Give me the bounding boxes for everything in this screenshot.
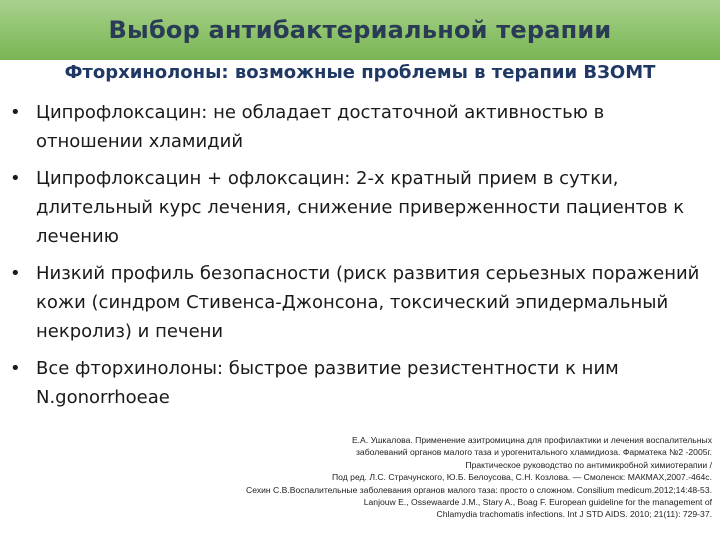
- slide-title: Выбор антибактериальной терапии: [108, 16, 612, 44]
- bullet-list: [8, 98, 714, 412]
- slide-subtitle: Фторхинолоны: возможные проблемы в терапии ВЗОМТ: [64, 62, 656, 83]
- reference-line: Под ред. Л.С. Страчунского, Ю.Б. Белоусова, С.Н. Козлова. — Смоленск: МАКМАХ,2007.-464с.: [332, 472, 712, 483]
- reference-line: заболеваний органов малого таза и урогенитального хламидиоза. Фарматека №2 -2005г.: [355, 447, 712, 458]
- bullet-icon: •: [10, 102, 21, 123]
- bullet-text: Все фторхинолоны: быстрое развитие резистентности к ним N.gonorrhoeae: [36, 358, 619, 408]
- reference-line: Е.А. Ушкалова. Применение азитромицина для профилактики и лечения воспалительных: [351, 435, 712, 445]
- reference-line: Практическое руководство по антимикробной химиотерапии /: [465, 459, 712, 470]
- reference-line: Сехин С.В.Воспалительные заболевания органов малого таза: просто о сложном. Consilium medicum.2012;14:48-53.: [246, 484, 712, 495]
- reference-line: Chlamydia trachomatis infections. Int J STD AIDS. 2010; 21(11): 729-37.: [436, 509, 712, 520]
- bullet-icon: •: [10, 263, 21, 284]
- bullet-text: Ципрофлоксацин + офлоксацин: 2-х кратный прием в сутки, длительный курс лечения, снижение приверженности пациентов к лечению: [36, 168, 685, 247]
- bullet-item: [8, 164, 714, 251]
- bullet-item: [8, 259, 714, 346]
- reference-line: Lanjouw E., Ossewaarde J.M., Stary A., Boag F. European guideline for the management of: [363, 497, 712, 508]
- slide-header: [0, 0, 720, 60]
- bullet-item: [8, 354, 714, 412]
- bullet-icon: •: [10, 168, 21, 189]
- bullet-icon: •: [10, 358, 21, 379]
- bullet-text: Ципрофлоксацин: не обладает достаточной активностью в отношении хламидий: [36, 102, 605, 152]
- bullet-item: [8, 98, 714, 156]
- bullet-text: Низкий профиль безопасности (риск развития серьезных поражений кожи (синдром Стивенса-Джонсона, токсический эпидермальный некролиз) и печени: [36, 263, 700, 342]
- references-block: [152, 434, 712, 521]
